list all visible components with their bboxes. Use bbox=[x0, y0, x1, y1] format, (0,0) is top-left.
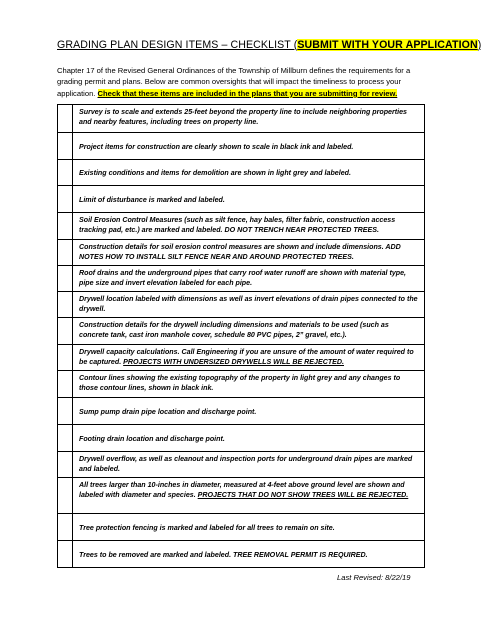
item-text: Project items for construction are clearly shown to scale in black ink and labeled. bbox=[79, 142, 354, 151]
checkbox-cell[interactable] bbox=[58, 478, 73, 514]
item-text-cell bbox=[73, 240, 425, 266]
item-text-cell bbox=[73, 514, 425, 541]
last-revised-date: Last Revised: 8/22/19 bbox=[337, 573, 411, 582]
checklist-row bbox=[58, 186, 425, 213]
item-text: All trees larger than 10-inches in diameter, measured at 4-feet above ground level are shown and labeled with diameter and species. bbox=[79, 481, 405, 500]
checklist-row bbox=[58, 452, 425, 478]
item-text: Construction details for soil erosion control measures are shown and include dimensions. ADD NOTES HOW TO INSTALL SILT FENCE NEAR AND AROUND PROTECTED TREES. bbox=[79, 243, 401, 262]
item-text-cell bbox=[73, 133, 425, 160]
checklist-row bbox=[58, 398, 425, 425]
checkbox-cell[interactable] bbox=[58, 160, 73, 186]
item-text: Tree protection fencing is marked and labeled for all trees to remain on site. bbox=[79, 523, 335, 532]
checklist-row bbox=[58, 160, 425, 186]
checklist-row bbox=[58, 514, 425, 541]
item-text: Drywell location labeled with dimensions as well as invert elevations of drain pipes connected to the drywell. bbox=[79, 295, 418, 314]
checkbox-cell[interactable] bbox=[58, 425, 73, 452]
title-main: GRADING PLAN DESIGN ITEMS – CHECKLIST ( bbox=[57, 39, 298, 51]
item-text-cell bbox=[73, 105, 425, 133]
intro-text: Chapter 17 of the Revised General Ordinances of the Township of Millburn defines the requirements for a grading permit and plans. Below are common oversights that will impact the timeliness to process your application. bbox=[57, 66, 411, 98]
checklist-table bbox=[57, 104, 425, 568]
item-text: Roof drains and the underground pipes that carry roof water runoff are shown with material type, pipe size and invert elevation labeled for each pipe. bbox=[79, 269, 407, 288]
item-text-cell bbox=[73, 318, 425, 345]
item-text-cell bbox=[73, 371, 425, 398]
item-text-cell bbox=[73, 186, 425, 213]
checkbox-cell[interactable] bbox=[58, 398, 73, 425]
checklist-row bbox=[58, 292, 425, 318]
item-text: Drywell capacity calculations. Call Engineering if you are unsure of the amount of water required to be captured. bbox=[79, 348, 414, 367]
item-text-cell bbox=[73, 425, 425, 452]
item-text-cell bbox=[73, 398, 425, 425]
item-text-cell bbox=[73, 266, 425, 292]
checkbox-cell[interactable] bbox=[58, 541, 73, 568]
item-text: Trees to be removed are marked and labeled. TREE REMOVAL PERMIT IS REQUIRED. bbox=[79, 550, 368, 559]
item-text: Soil Erosion Control Measures (such as silt fence, hay bales, filter fabric, construction access tracking pad, etc.) are marked and labeled. DO NOT TRENCH NEAR PROTECTED TREES. bbox=[79, 216, 396, 235]
item-text-cell bbox=[73, 478, 425, 514]
item-text: Contour lines showing the existing topography of the property in light grey and any changes to those contour lines, shown in black ink. bbox=[79, 374, 401, 393]
checklist-row bbox=[58, 345, 425, 371]
checkbox-cell[interactable] bbox=[58, 514, 73, 541]
item-text-cell bbox=[73, 160, 425, 186]
checklist-row bbox=[58, 541, 425, 568]
item-text: Existing conditions and items for demolition are shown in light grey and labeled. bbox=[79, 169, 351, 178]
item-text-cell bbox=[73, 213, 425, 240]
checklist-row bbox=[58, 133, 425, 160]
item-text: Drywell overflow, as well as cleanout and inspection ports for underground drain pipes are marked and labeled. bbox=[79, 455, 413, 474]
checkbox-cell[interactable] bbox=[58, 371, 73, 398]
item-text: Construction details for the drywell including dimensions and materials to be used (such as concrete tank, cast iron manhole cover, schedule 80 PVC pipes, 2” gravel, etc.). bbox=[79, 321, 389, 340]
checklist-row bbox=[58, 318, 425, 345]
checkbox-cell[interactable] bbox=[58, 186, 73, 213]
checkbox-cell[interactable] bbox=[58, 240, 73, 266]
checkbox-cell[interactable] bbox=[58, 318, 73, 345]
checklist-row bbox=[58, 478, 425, 514]
item-emphasis: PROJECTS THAT DO NOT SHOW TREES WILL BE REJECTED. bbox=[197, 491, 409, 500]
item-text-cell bbox=[73, 345, 425, 371]
checkbox-cell[interactable] bbox=[58, 213, 73, 240]
checkbox-cell[interactable] bbox=[58, 292, 73, 318]
checklist-row bbox=[58, 240, 425, 266]
checklist-row bbox=[58, 371, 425, 398]
page-title bbox=[57, 39, 481, 51]
intro-paragraph bbox=[57, 65, 427, 99]
checklist-row bbox=[58, 213, 425, 240]
checkbox-cell[interactable] bbox=[58, 105, 73, 133]
item-text: Sump pump drain pipe location and discharge point. bbox=[79, 407, 257, 416]
checkbox-cell[interactable] bbox=[58, 345, 73, 371]
item-text-cell bbox=[73, 452, 425, 478]
checkbox-cell[interactable] bbox=[58, 266, 73, 292]
item-text: Footing drain location and discharge point. bbox=[79, 434, 225, 443]
item-emphasis: PROJECTS WITH UNDERSIZED DRYWELLS WILL BE REJECTED. bbox=[123, 358, 344, 367]
intro-highlight: Check that these items are included in the plans that you are submitting for review. bbox=[97, 88, 398, 98]
item-text: Survey is to scale and extends 25-feet beyond the property line to include neighboring properties and nearby features, including trees on property line. bbox=[79, 108, 407, 127]
item-text-cell bbox=[73, 541, 425, 568]
checklist-row bbox=[58, 425, 425, 452]
checklist-row bbox=[58, 105, 425, 133]
item-text: Limit of disturbance is marked and labeled. bbox=[79, 195, 225, 204]
title-close: ) bbox=[477, 39, 481, 51]
title-highlight: SUBMIT WITH YOUR APPLICATION bbox=[297, 39, 478, 51]
checklist-row bbox=[58, 266, 425, 292]
item-text-cell bbox=[73, 292, 425, 318]
checkbox-cell[interactable] bbox=[58, 133, 73, 160]
checkbox-cell[interactable] bbox=[58, 452, 73, 478]
